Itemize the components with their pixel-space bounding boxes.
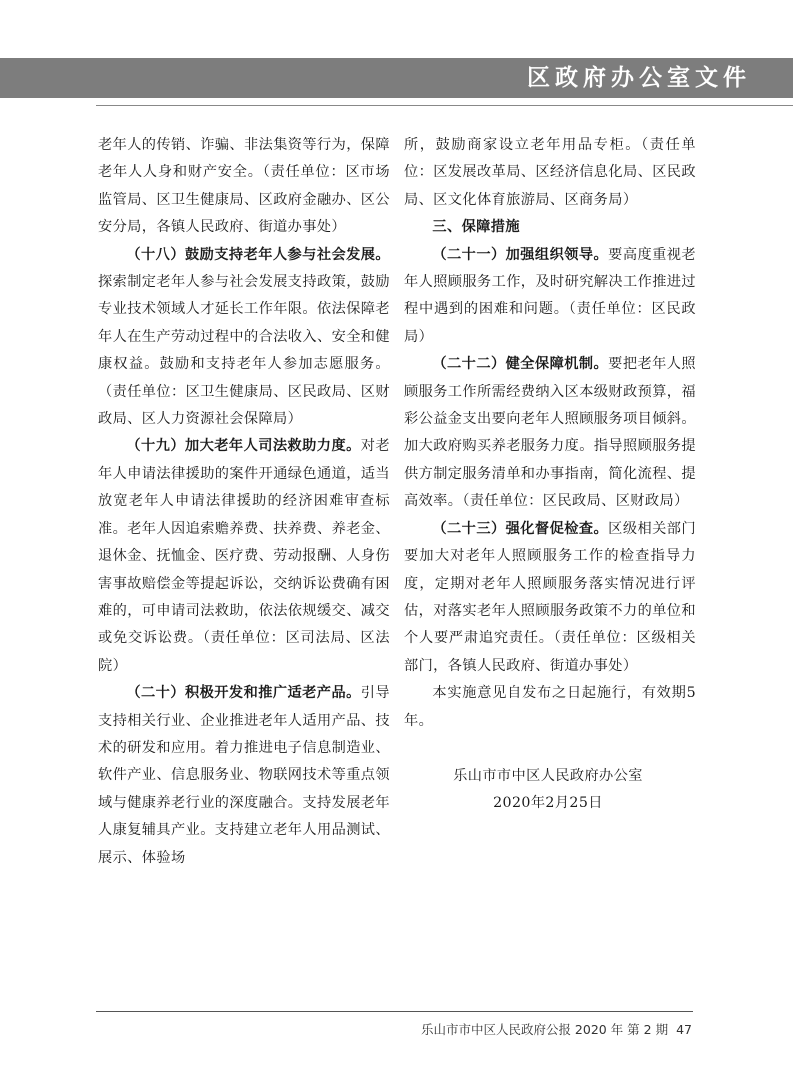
section-heading: 三、保障措施	[432, 219, 520, 236]
item-21-heading: （二十一）加强组织领导。	[432, 246, 609, 263]
paragraph-effective-date: 本实施意见自发布之日起施行，有效期5年。	[404, 685, 696, 729]
item-23-heading: （二十三）强化督促检查。	[432, 520, 609, 537]
paragraph-item-19	[98, 433, 390, 680]
item-20-body: 引导支持相关行业、企业推进老年人适用产品、技术的研发和应用。着力推进电子信息制造业、软件产业、信息服务业、物联网技术等重点领域与健康养老行业的深度融合。支持发展老年人康复辅具产业。支持建立老年人用品测试、展示、体验场	[98, 685, 390, 866]
item-18-body: 探索制定老年人参与社会发展支持政策，鼓励专业技术领域人才延长工作年限。依法保障老年人在生产劳动过程中的合法收入、安全和健康权益。鼓励和支持老年人参加志愿服务。（责任单位：区卫生健康局、区民政局、区财政局、区人力资源社会保障局）	[98, 274, 390, 428]
item-23-body: 区级相关部门要加大对老年人照顾服务工作的检查指导力度，定期对老年人照顾服务落实情况进行评估，对落实老年人照顾服务政策不力的单位和个人要严肃追究责任。（责任单位：区级相关部门，各镇人民政府、街道办事处）	[404, 520, 696, 674]
item-22-heading: （二十二）健全保障机制。	[432, 356, 609, 373]
paragraph-item-18	[98, 242, 390, 434]
page-number: 47	[676, 1022, 692, 1037]
paragraph-item-20	[98, 680, 390, 872]
left-column	[98, 132, 390, 872]
item-19-body: 对老年人申请法律援助的案件开通绿色通道，适当放宽老年人申请法律援助的经济困难审查标准。老年人因追索赡养费、扶养费、养老金、退休金、抚恤金、医疗费、劳动报酬、人身伤害事故赔偿金等提起诉讼，交纳诉讼费确有困难的，可申请司法救助，依法依规缓交、减交或免交诉讼费。（责任单位：区司法局、区法院）	[98, 438, 390, 674]
paragraph-item-22	[404, 351, 696, 515]
footer	[421, 1020, 692, 1038]
signature-organization: 乐山市市中区人民政府办公室	[453, 767, 643, 784]
paragraph-continuation-right: 所，鼓励商家设立老年用品专柜。（责任单位：区发展改革局、区经济信息化局、区民政局、区文化体育旅游局、区商务局）	[404, 137, 696, 208]
paragraph-item-21	[404, 242, 696, 352]
header-divider	[96, 105, 793, 106]
item-20-heading: （二十）积极开发和推广适老产品。	[126, 685, 361, 702]
item-18-heading: （十八）鼓励支持老年人参与社会发展。	[126, 246, 390, 263]
header-band	[0, 58, 793, 98]
signature-date: 2020年2月25日	[493, 795, 603, 812]
signature-block	[404, 763, 696, 818]
footer-divider	[96, 1011, 693, 1012]
footer-publication: 乐山市市中区人民政府公报 2020 年 第 2 期	[420, 1022, 669, 1037]
item-22-body: 要把老年人照顾服务工作所需经费纳入区本级财政预算，福彩公益金支出要向老年人照顾服务项目倾斜。加大政府购买养老服务力度。指导照顾服务提供方制定服务清单和办事指南，简化流程、提高效率。（责任单位：区民政局、区财政局）	[404, 356, 696, 510]
paragraph-item-23	[404, 516, 696, 680]
item-21-body: 要高度重视老年人照顾服务工作，及时研究解决工作推进过程中遇到的困难和问题。（责任单位：区民政局）	[404, 246, 696, 345]
right-column	[404, 132, 696, 818]
item-19-heading: （十九）加大老年人司法救助力度。	[126, 438, 361, 455]
paragraph-continuation: 老年人的传销、诈骗、非法集资等行为，保障老年人人身和财产安全。（责任单位：区市场监管局、区卫生健康局、区政府金融办、区公安分局，各镇人民政府、街道办事处）	[98, 137, 390, 236]
header-title: 区政府办公室文件	[527, 65, 751, 91]
